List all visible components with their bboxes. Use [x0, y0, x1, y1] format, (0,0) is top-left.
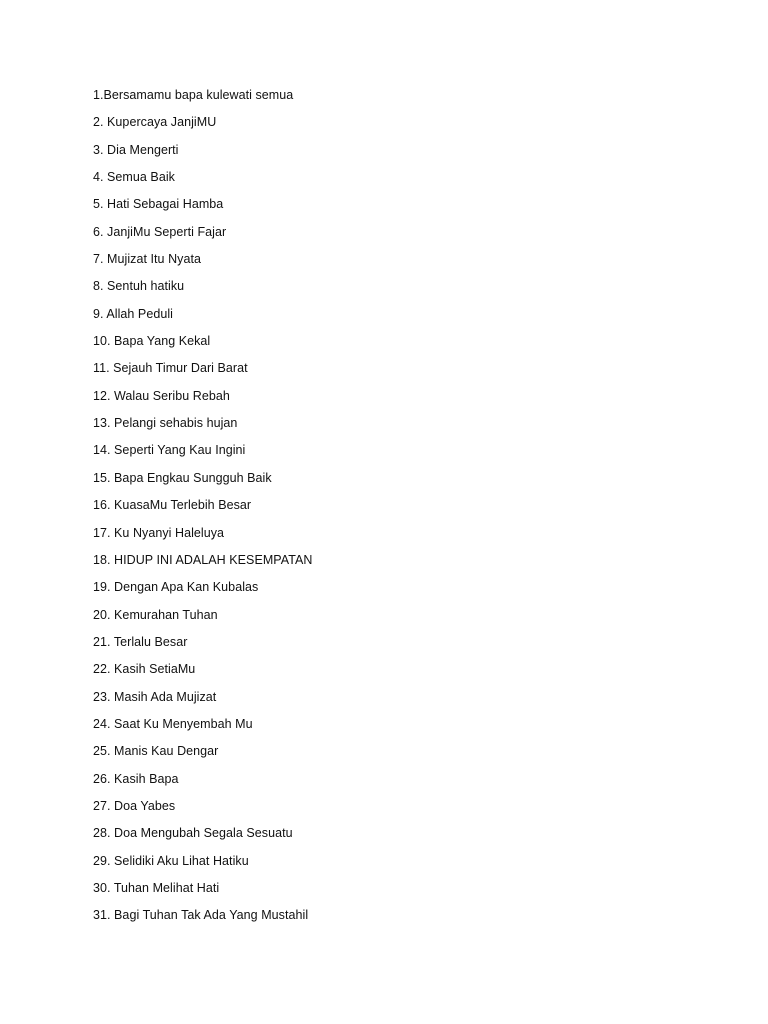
song-item: 20. Kemurahan Tuhan — [93, 607, 218, 622]
song-item: 25. Manis Kau Dengar — [93, 744, 219, 759]
song-item: 13. Pelangi sehabis hujan — [93, 416, 238, 431]
song-item: 10. Bapa Yang Kekal — [93, 334, 211, 349]
song-item: 8. Sentuh hatiku — [93, 279, 185, 294]
song-item: 26. Kasih Bapa — [93, 771, 179, 786]
song-item: 29. Selidiki Aku Lihat Hatiku — [93, 853, 249, 868]
song-item: 7. Mujizat Itu Nyata — [93, 252, 201, 267]
song-item: 15. Bapa Engkau Sungguh Baik — [93, 470, 272, 485]
song-item: 30. Tuhan Melihat Hati — [93, 880, 220, 895]
song-list — [93, 87, 312, 935]
song-item: 9. Allah Peduli — [93, 306, 173, 321]
song-item: 23. Masih Ada Mujizat — [93, 689, 217, 704]
song-item: 16. KuasaMu Terlebih Besar — [93, 498, 252, 513]
song-item: 3. Dia Mengerti — [93, 142, 179, 157]
song-item: 31. Bagi Tuhan Tak Ada Yang Mustahil — [93, 908, 309, 923]
song-item: 12. Walau Seribu Rebah — [93, 388, 230, 403]
song-item: 5. Hati Sebagai Hamba — [93, 197, 224, 212]
song-item: 11. Sejauh Timur Dari Barat — [93, 361, 248, 376]
song-item: 14. Seperti Yang Kau Ingini — [93, 443, 246, 458]
song-item: 22. Kasih SetiaMu — [93, 662, 196, 677]
song-item: 19. Dengan Apa Kan Kubalas — [93, 580, 259, 595]
song-item: 17. Ku Nyanyi Haleluya — [93, 525, 225, 540]
song-item: 18. HIDUP INI ADALAH KESEMPATAN — [93, 552, 313, 567]
song-item: 4. Semua Baik — [93, 170, 175, 185]
song-item: 28. Doa Mengubah Segala Sesuatu — [93, 826, 293, 841]
song-item: 1.Bersamamu bapa kulewati semua — [93, 88, 294, 102]
song-item: 2. Kupercaya JanjiMU — [93, 115, 217, 130]
song-item: 24. Saat Ku Menyembah Mu — [93, 716, 253, 731]
song-item: 21. Terlalu Besar — [93, 634, 188, 649]
song-item: 27. Doa Yabes — [93, 798, 176, 813]
song-item: 6. JanjiMu Seperti Fajar — [93, 224, 227, 239]
